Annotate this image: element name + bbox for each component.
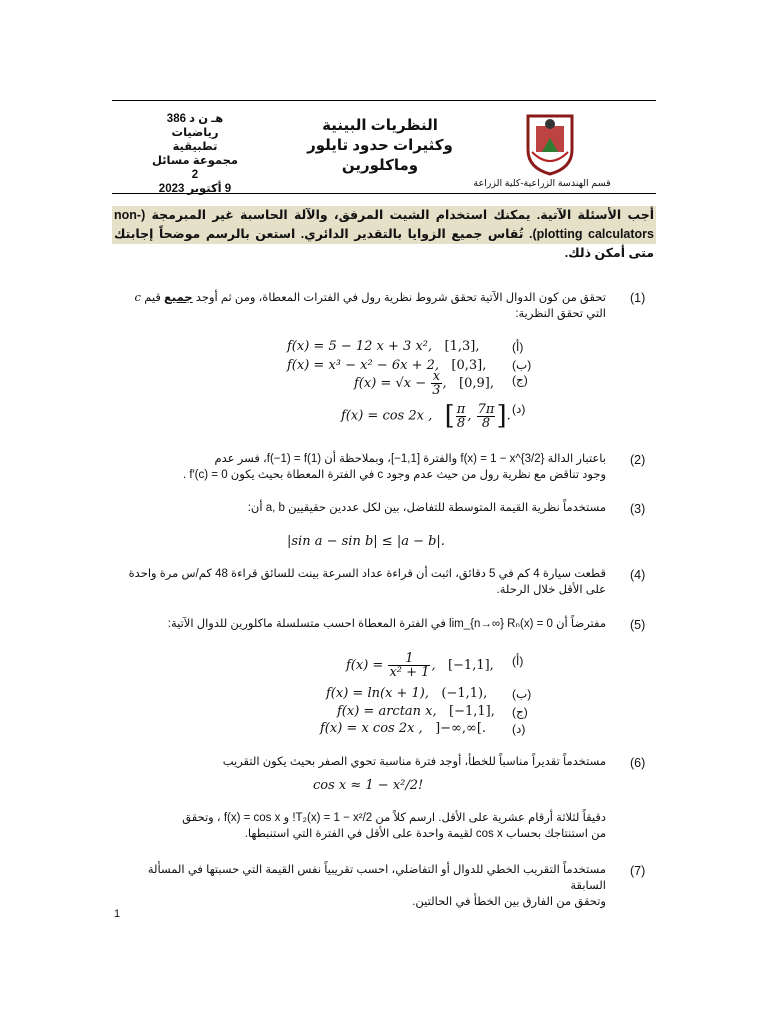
part-label: (ج) [512,373,528,387]
q6-line: من استنتاجك بحساب cos x لقيمة واحدة على الأقل في الفترة التي استنبطها. [244,828,606,840]
q7-line: وتحقق من الفارق بين الخطأ في الحالتين. [412,896,606,908]
question-6-line-1: مستخدماً تقديراً مناسباً للخطأ، أوجد فترة مناسبة تحوي الصفر بحيث يكون التقريب [222,756,606,768]
header-top-rule [112,100,656,101]
question-number: (6) [630,756,646,770]
question-number: (7) [630,864,646,878]
q1-eq-b: f(x) = x³ − x² − 6x + 2, [0,3], [287,358,487,373]
q1-emphasis: جميع [164,292,193,304]
q6-approximation: cos x ≈ 1 − x²/2! [313,778,424,793]
part-label: (ب) [512,358,532,372]
q4-line: قطعت سيارة 4 كم في 5 دقائق، اثبت أن قراءة عداد السرعة بينت للسائق قراءة 48 كم/س مرة واحدة [128,568,606,580]
title-line-1: النظريات البينية [322,117,438,134]
q1-text-part: التي تحقق النظرية: [515,308,606,320]
part-label: (ج) [512,705,528,719]
q6-line: دقيقاً لثلاثة أرقام عشرية على الأقل. ارسم كلاً من T₂(x) = 1 − x²/2! و f(x) = cos x ، وتحقق [182,812,606,824]
q5-eq-d: f(x) = x cos 2x , ]−∞,∞[. [320,721,487,736]
q5-eq-b: f(x) = ln(x + 1), (−1,1), [326,686,488,701]
part-label: (أ) [512,654,524,668]
question-3-text: مستخدماً نظرية القيمة المتوسطة للتفاضل، بين لكل عددين حقيقيين a, b أن: [247,502,606,514]
question-7-text [116,862,606,910]
question-number: (5) [630,618,646,632]
q1-text-part: تحقق من كون الدوال الآتية تحقق شروط نظرية رول في الفترات المعطاة، ومن ثم أوجد [195,292,606,304]
q3-inequality: |sin a − sin b| ≤ |a − b|. [287,534,445,549]
question-number: (4) [630,568,646,582]
page-number: 1 [114,908,121,920]
q1-eq-a: f(x) = 5 − 12 x + 3 x², [1,3], [287,339,480,354]
question-1-text [116,289,606,322]
part-label: (د) [512,722,526,736]
course-name: رياضيات تطبيقية [171,127,219,153]
q1-eq-d: f(x) = cos 2x , [ $\frac{\pi}{8}$ , $\frac{7\pi}{8}$ ]. [341,401,511,431]
part-label: (ب) [512,687,532,701]
department-caption: قسم الهندسة الزراعية-كلية الزراعة [473,178,611,189]
title-line-3: وماكلورين [341,157,419,174]
q5-eq-a: f(x) = $\frac{1}{\text{x² + 1}}$ , [−1,1], [346,651,494,680]
q1-text-part: قيم [144,292,161,304]
problem-set: مجموعة مسائل 2 [151,155,239,181]
q1-eq-c: f(x) = √x − $\frac{x}{3}$ , [0,9], [354,369,494,398]
course-info [150,112,240,196]
q1-variable: c [134,290,141,304]
q5-eq-c: f(x) = arctan x, [−1,1], [337,704,495,719]
q4-line: على الأقل خلال الرحلة. [496,584,606,596]
question-6-text [116,810,606,842]
date: 9 أكتوبر 2023 [158,183,232,195]
q2-line: باعتبار الدالة f(x) = 1 − x^{3/2} والفترة [1,1−]، وبملاحظة أن f(−1) = f(1)، فسر عدم [214,453,606,465]
instructions-text: أجب الأسئلة الآتية. يمكنك استخدام الشيت المرفق، والآلة الحاسبة غير المبرمجة (non-plotting calculators). تُقاس جميع الزوايا بالتقدير الدائري. استعن بالرسم موضحاً إجابتك متى أمكن ذلك. [114,208,654,260]
course-code: هـ ن د 386 [166,113,224,125]
question-5-text: مفترضاً أن lim_{n→∞} Rₙ(x) = 0 في الفترة المعطاة احسب متسلسلة ماكلورين للدوال الآتية: [167,618,606,630]
question-number: (1) [630,291,646,305]
question-4-text [116,566,606,598]
question-number: (2) [630,453,646,467]
title-line-2: وكثيرات حدود تايلور [307,137,453,154]
part-label: (أ) [512,340,524,354]
q2-line: وجود تناقض مع نظرية رول من حيث عدم وجود c في الفترة المعطاة بحيث يكون f′(c) = 0 . [182,469,606,481]
question-number: (3) [630,502,646,516]
question-2-text [116,451,606,483]
part-label: (د) [512,402,526,416]
university-logo [520,112,580,176]
q7-line: مستخدماً التقريب الخطي للدوال أو التفاضلي، احسب تقريبياً نفس القيمة التي حسبتها في المسألة السابقة [147,864,606,892]
document-title [300,116,460,176]
